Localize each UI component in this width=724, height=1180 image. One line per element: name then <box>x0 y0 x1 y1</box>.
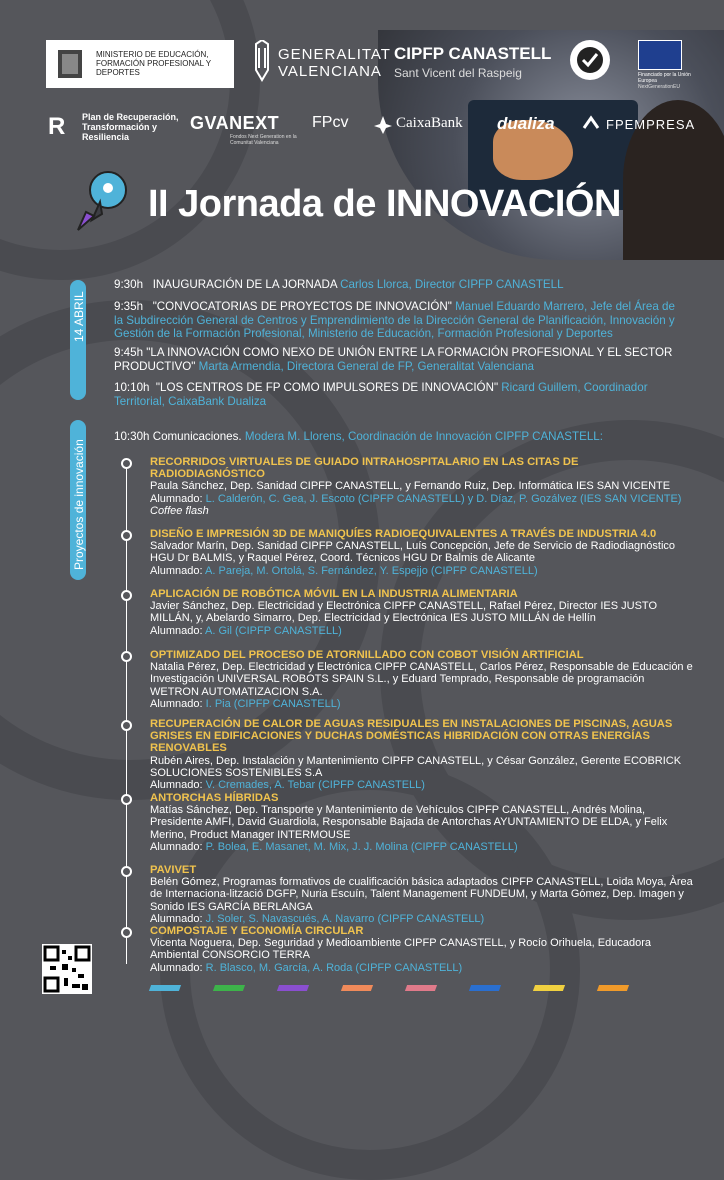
students-names: A. Pareja, M. Ortolá, S. Fernández, Y. Espejjo (CIPFP CANASTELL) <box>205 564 538 577</box>
project-desc: Matías Sánchez, Dep. Transporte y Mantenimiento de Vehículos CIPFP CANASTELL, Andrés Molina, Presidente AMFI, David Guardiola, Responsable Bajada de Antorchas AYUNTAMIENTO DE ELDA, y Felix Merino, Product Manager INTERMOUSE <box>150 804 668 841</box>
timeline-dot <box>121 794 132 805</box>
agenda-speaker: Carlos Llorca, Director CIPFP CANASTELL <box>340 278 564 291</box>
svg-text:R: R <box>48 113 66 138</box>
color-swatch <box>149 985 181 991</box>
comms-moderator: Modera M. Llorens, Coordinación de Innovación CIPFP CANASTELL: <box>244 430 603 443</box>
project-item <box>150 864 695 925</box>
prtr-text: Plan de Recuperación, Transformación y Resiliencia <box>82 112 179 142</box>
students-label: Alumnado: <box>150 912 203 925</box>
prtr-logo <box>46 112 76 143</box>
project-students <box>150 625 695 637</box>
color-swatch <box>341 985 373 991</box>
project-desc: Belén Gómez, Programas formativos de cualificación básica adaptados CIPFP CANASTELL, Loida Moya, Àrea de Internaciona-lització DGFP, Nuria Escuín, Talent Management FUNDEUM, y Marta Gómez, Dep. Imagen y Sonido IES GARCÍA BERLANGA <box>150 876 693 913</box>
cipfp-place: Sant Vicent del Raspeig <box>394 66 522 80</box>
timeline-dot <box>121 651 132 662</box>
project-title: PAVIVET <box>150 864 197 876</box>
check-icon <box>570 40 610 80</box>
students-names: J. Soler, S. Navascués, A. Navarro (CIPFP CANASTELL) <box>205 912 485 925</box>
project-title: OPTIMIZADO DEL PROCESO DE ATORNILLADO CON COBOT VISIÓN ARTIFICIAL <box>150 649 584 661</box>
project-students <box>150 698 695 710</box>
agenda-text: "CONVOCATORIAS DE PROYECTOS DE INNOVACIÓN" <box>152 300 452 313</box>
project-item <box>150 718 695 791</box>
agenda-speaker: Marta Armendia, Directora General de FP, Generalitat Valenciana <box>198 359 534 373</box>
ministry-logo <box>46 40 234 88</box>
agenda-time: 9:30h <box>114 278 144 291</box>
color-swatch <box>597 985 629 991</box>
sgs-logo <box>570 40 610 80</box>
timeline-dot <box>121 458 132 469</box>
timeline-dot <box>121 720 132 731</box>
project-item <box>150 528 695 577</box>
project-item <box>150 649 695 710</box>
fpempresa-logo <box>580 114 602 139</box>
agenda-item <box>114 381 674 408</box>
agenda-text: INAUGURACIÓN DE LA JORNADA <box>152 278 337 291</box>
project-students <box>150 493 695 505</box>
timeline-dot <box>121 590 132 601</box>
project-title: RECUPERACIÓN DE CALOR DE AGUAS RESIDUALES EN INSTALACIONES DE PISCINAS, AGUAS GRISES EN EDIFICACIONES Y DUCHAS DOMÉSTICAS HIBRIDACIÓN CON OTRAS ENERGÍAS RENOVABLES <box>150 718 673 755</box>
gvanext-logo: GVANEXT <box>190 113 280 133</box>
coffee-text: Coffee flash <box>150 505 209 517</box>
project-title: DISEÑO E IMPRESIÓN 3D DE MANIQUÍES RADIOEQUIVALENTES A TRAVÉS DE INDUSTRIA 4.0 <box>150 528 657 540</box>
fpempresa-text: FPEMPRESA <box>606 117 696 132</box>
eu-flag-icon <box>638 40 682 70</box>
students-label: Alumnado: <box>150 697 203 710</box>
agenda-speaker: Ricard Guillem, Coordinador Territorial, CaixaBank Dualiza <box>114 381 648 408</box>
agenda-text: "LOS CENTROS DE FP COMO IMPULSORES DE INNOVACIÓN" <box>155 381 499 394</box>
project-students <box>150 841 695 853</box>
project-students <box>150 779 695 791</box>
project-students <box>150 962 695 974</box>
agenda-text: "LA INNOVACIÓN COMO NEXO DE UNIÓN ENTRE LA FORMACIÓN PROFESIONAL Y EL SECTOR PRODUCTIVO" <box>114 346 673 373</box>
students-names: A. Gil (CIPFP CANASTELL) <box>205 624 342 637</box>
project-students <box>150 565 695 577</box>
project-desc: Rubén Aires, Dep. Instalación y Mantenimiento CIPFP CANASTELL, y César González, Gerente ECOBRICK SOLUCIONES SOSTENIBLES S.A <box>150 754 682 779</box>
eu-funded-text: Financiado por la Unión Europea <box>638 72 691 84</box>
project-item <box>150 792 695 853</box>
color-swatch <box>213 985 245 991</box>
project-title: ANTORCHAS HÍBRIDAS <box>150 792 279 804</box>
project-item <box>150 925 695 974</box>
dualiza-logo: dualiza <box>497 114 555 133</box>
students-names: R. Blasco, M. García, A. Roda (CIPFP CANASTELL) <box>205 961 463 974</box>
comms-item <box>114 430 694 444</box>
project-desc: Vicenta Noguera, Dep. Seguridad y Medioambiente CIPFP CANASTELL, y Rocío Orihuela, Educadora Ambiental CONSORCIO TERRA <box>150 937 651 962</box>
timeline-dot <box>121 530 132 541</box>
color-swatch <box>533 985 565 991</box>
students-label: Alumnado: <box>150 492 203 505</box>
students-names: L. Calderón, C. Gea, J. Escoto (CIPFP CANASTELL) y D. Díaz, P. Gozálvez (IES SAN VICENTE) <box>205 492 682 505</box>
coat-of-arms-icon <box>52 44 88 84</box>
timeline-dot <box>121 927 132 938</box>
students-label: Alumnado: <box>150 624 203 637</box>
fpempresa-icon <box>580 114 602 134</box>
project-students <box>150 913 695 925</box>
color-swatch <box>469 985 501 991</box>
agenda-time: 10:10h <box>114 381 150 394</box>
agenda-time: 9:45h <box>114 346 144 359</box>
agenda-time: 9:35h <box>114 300 144 313</box>
project-title: APLICACIÓN DE ROBÓTICA MÓVIL EN LA INDUSTRIA ALIMENTARIA <box>150 588 518 600</box>
color-swatch <box>405 985 437 991</box>
prtr-r-icon <box>46 112 76 138</box>
timeline-dot <box>121 866 132 877</box>
eu-next-text: NextGenerationEU <box>638 84 680 90</box>
project-desc: Javier Sánchez, Dep. Electricidad y Electrónica CIPFP CANASTELL, Rafael Pérez, Director IES JUSTO MILLÁN, y, Abelardo Simarro, Dep. Electricidad y Electrónica IES JUSTO MILLÁN de Hellín <box>150 600 658 625</box>
project-item <box>150 588 695 637</box>
students-names: V. Cremades, A. Tebar (CIPFP CANASTELL) <box>205 779 425 792</box>
students-names: P. Bolea, E. Masanet, M. Mix, J. J. Molina (CIPFP CANASTELL) <box>205 840 518 853</box>
students-label: Alumnado: <box>150 564 203 577</box>
caixabank-star-icon <box>372 114 394 134</box>
lightbulb-rocket-icon <box>72 168 136 241</box>
project-desc: Salvador Marín, Dep. Sanidad CIPFP CANASTELL, Luís Concepción, Jefe de Servicio de Radiodiagnóstico HGU Dr BALMIS, y Raquel Pérez, Coord. Técnicos HGU Dr Balmis de Alicante <box>150 540 676 565</box>
ministry-name: MINISTERIO DE EDUCACIÓN, FORMACIÓN PROFESIONAL Y DEPORTES <box>96 50 211 77</box>
project-title: COMPOSTAJE Y ECONOMÍA CIRCULAR <box>150 925 364 937</box>
color-swatch <box>277 985 309 991</box>
page-title: II Jornada de INNOVACIÓN <box>148 183 621 225</box>
gvanext-sub: Fondos Next Generation en la Comunitat Valenciana <box>230 134 297 146</box>
agenda-item <box>114 300 684 341</box>
students-label: Alumnado: <box>150 961 203 974</box>
date-label: 14 ABRIL <box>72 291 86 342</box>
generalitat-line1: GENERALITAT <box>278 46 391 63</box>
project-item <box>150 456 695 505</box>
agenda-item <box>114 278 694 292</box>
project-desc: Paula Sánchez, Dep. Sanidad CIPFP CANASTELL, y Fernando Ruiz, Dep. Informática IES SAN VICENTE <box>150 480 671 493</box>
students-label: Alumnado: <box>150 779 203 792</box>
cipfp-name: CIPFP CANASTELL <box>394 44 552 63</box>
generalitat-emblem-icon <box>250 40 274 84</box>
comms-text: Comunicaciones. <box>152 430 242 443</box>
fpcv-logo: FPcv <box>312 114 349 131</box>
agenda-item <box>114 346 674 373</box>
students-names: I. Pia (CIPFP CANASTELL) <box>205 697 341 710</box>
eu-logo <box>638 40 698 90</box>
caixabank-logo <box>372 114 394 139</box>
projects-label: Proyectos de innovación <box>72 439 86 570</box>
project-desc: Natalia Pérez, Dep. Electricidad y Electrónica CIPFP CANASTELL, Carlos Pérez, Responsable de Educación e Investigación UNIVERSAL ROBOTS SPAIN S.L., y Eduard Temprado, Responsable de programación WETRON AUTOMATIZACION S.A. <box>150 661 693 698</box>
qr-code-icon <box>42 944 92 994</box>
comms-time: 10:30h <box>114 430 150 443</box>
agenda-speaker: Manuel Eduardo Marrero, Jefe del Área de la Subdirección General de Centros y Emprendimiento de la Dirección General de Planificación, Innovación y Gestión de la Formación Profesional, Ministerio de Educación, Formación Profesional y Deportes <box>114 300 675 340</box>
qr-code[interactable] <box>42 944 92 994</box>
students-label: Alumnado: <box>150 840 203 853</box>
caixabank-text: CaixaBank <box>396 115 463 131</box>
generalitat-logo <box>250 40 274 89</box>
project-title: RECORRIDOS VIRTUALES DE GUIADO INTRAHOSPITALARIO EN LAS CITAS DE RADIODIAGNÓSTICO <box>150 456 579 481</box>
generalitat-line2: VALENCIANA <box>278 63 382 80</box>
coffee-break <box>150 505 695 517</box>
